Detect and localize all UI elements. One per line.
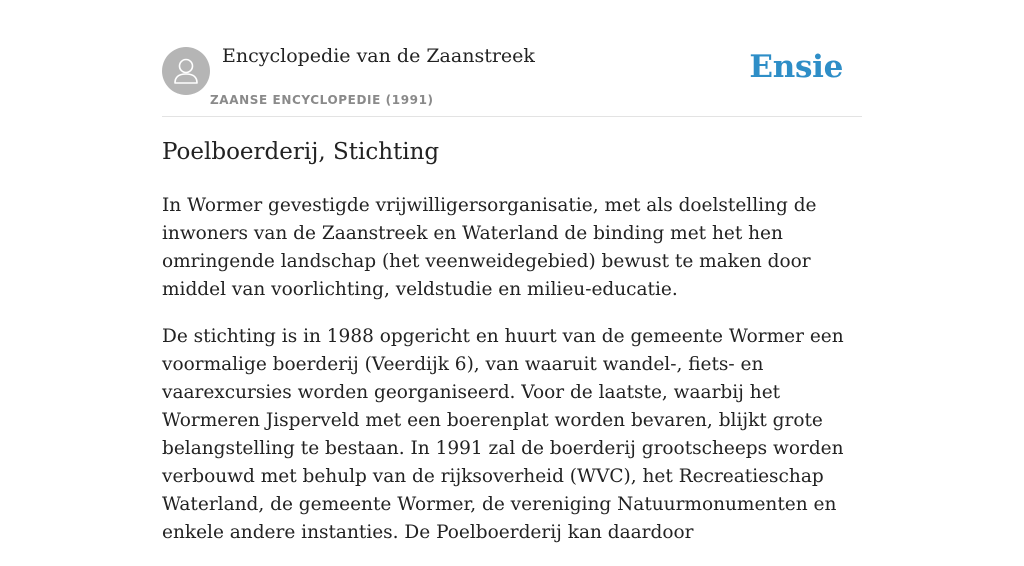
source-title[interactable]: Encyclopedie van de Zaanstreek <box>222 45 535 67</box>
article-paragraph: In Wormer gevestigde vrijwilligersorganisatie, met als doelstelling de inwoners van de Zaanstreek en Waterland de binding met het hen omringende landschap (het veenweidegebied) bewust te maken door middel van voorlichting, veldstudie en milieu-educatie. <box>162 195 817 300</box>
avatar[interactable] <box>162 47 210 95</box>
article-body <box>162 192 862 566</box>
article-paragraph: De stichting is in 1988 opgericht en huurt van de gemeente Wormer een voormalige boerderij (Veerdijk 6), van waaruit wandel-, fiets- en vaarexcursies worden georganiseerd. Voor de laatste, waarbij het Wormeren Jisperveld met een boerenplat worden bevaren, blijkt grote belangstelling te bestaan. In 1991 zal de boerderij grootscheeps worden verbouwd met behulp van de rijksoverheid (WVC), het Recreatieschap Waterland, de gemeente Wormer, de vereniging Natuurmonumenten en enkele andere instanties. De Poelboerderij kan daardoor <box>162 326 844 543</box>
source-subtitle: ZAANSE ENCYCLOPEDIE (1991) <box>210 93 434 107</box>
brand-logo[interactable]: Ensie <box>749 49 843 85</box>
user-icon <box>162 47 210 95</box>
content-column <box>162 0 862 543</box>
source-header <box>162 0 862 117</box>
article-title: Poelboerderij, Stichting <box>162 139 440 165</box>
